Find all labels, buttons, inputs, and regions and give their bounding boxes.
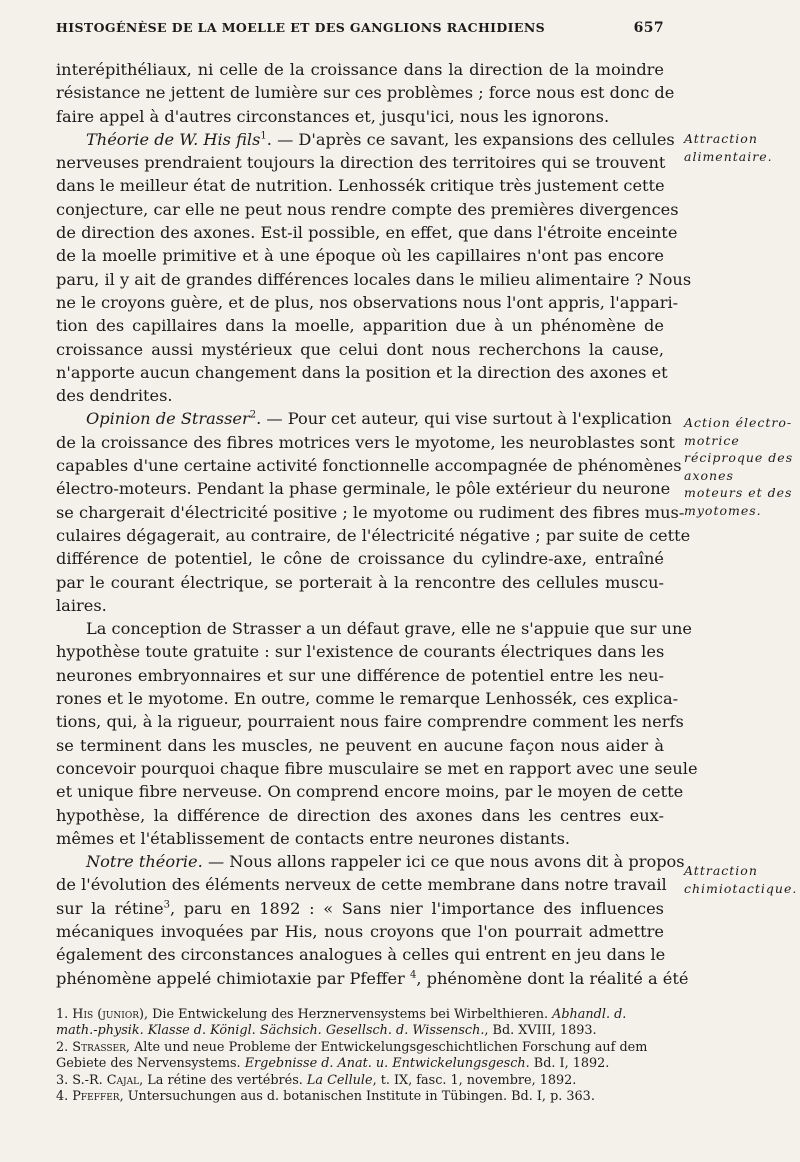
text-line-strasser: Opinion de Strasser$^2$. — Pour cet auteur, qui vise surtout à l'explication [86,409,672,429]
text-line-pfeffer: phénomène appelé chimiotaxie par Pfeffer $^4$, phénomène dont la réalité a été [56,968,689,988]
text-line: culaires dégagerait, au contraire, de l'électricité négative ; par suite de cette [56,525,691,545]
text-line: résistance ne jettent de lumière sur ces problèmes ; force nous est donc de [56,83,675,103]
text-line: de l'évolution des éléments nerveux de cette membrane dans notre travail [56,875,667,895]
footnote-ref-4: 4 [409,969,417,981]
text-line: des dendrites. [56,386,173,406]
footnote-1: 1. His (junior), Die Entwickelung des Herznervensystems bei Wirbelthieren. Abhandl. d. math.-physik. Klasse d. Königl. Sächsich. Gesellsch. d. Wissensch., Bd. XVIII, 1893. [56,1007,627,1039]
text-line: différence de potentiel, le cône de croissance du cylindre-axe, entraîné [56,549,664,569]
text-line: tions, qui, à la rigueur, pourraient nous faire comprendre comment les nerfs [56,712,684,732]
page-number: 657 [633,20,664,36]
text-line: par le courant électrique, se porterait à la rencontre des cellules muscu- [56,572,664,592]
text-line: paru, il y ait de grandes différences locales dans le milieu alimentaire ? Nous [56,269,692,289]
section-lead-strasser: Opinion de Strasser [86,409,250,429]
text-line: ne le croyons guère, et de plus, nos observations nous l'ont appris, l'appari- [56,292,679,312]
text-line: n'apporte aucun changement dans la position et la direction des axones et [56,362,668,382]
margin-note-action-electro-motrice: Action électro-motrice réciproque des axones moteurs et des myotomes. [684,415,794,518]
footnote-ref-1: 1 [260,130,267,142]
text-line: conjecture, car elle ne peut nous rendre compte des premières divergences [56,199,679,219]
footnote-4: 4. Pfeffer, Untersuchungen aus d. botanischen Institute in Tübingen. Bd. I, p. 363. [56,1089,595,1105]
text-line: nerveuses prendraient toujours la direction des territoires qui se trouvent [56,153,666,173]
text-line: interépithéliaux, ni celle de la croissance dans la direction de la moindre [56,60,664,79]
text-line: dans le meilleur état de nutrition. Lenhossék critique très justement cette [56,176,665,196]
text-line: tion des capillaires dans la moelle, apparition due à un phénomène de [56,316,664,336]
footnote-author: His (junior) [72,1007,145,1022]
footnote-author: Pfeffer [72,1089,120,1105]
footnote-ref-3: 3 [163,899,170,911]
text-line: mêmes et l'établissement de contacts entre neurones distants. [56,828,571,848]
running-header [56,20,664,36]
margin-note-attraction-alimentaire: Attraction alimentaire. [684,131,773,164]
text-line: de direction des axones. Est-il possible, en effet, que dans l'étroite enceinte [56,223,678,243]
text-line: rones et le myotome. En outre, comme le remarque Lenhossék, ces explica- [56,689,679,709]
text-line: se chargerait d'électricité positive ; le myotome ou rudiment des fibres mus- [56,502,685,522]
text-line: mécaniques invoquées par His, nous croyons que l'on pourrait admettre [56,921,664,941]
section-lead-notre: Notre théorie. [86,852,203,872]
text-line: se terminent dans les muscles, ne peuvent en aucune façon nous aider à [56,735,664,755]
text-line: laires. [56,595,107,615]
text-line: croissance aussi mystérieux que celui dont nous recherchons la cause, [56,339,664,359]
footnote-ref-2: 2 [249,410,257,422]
text-line: concevoir pourquoi chaque fibre musculaire se met en rapport avec une seule [56,758,698,778]
footnote-author: Strasser [72,1039,126,1055]
text-line: de la croissance des fibres motrices vers le myotome, les neuroblastes sont [56,432,675,452]
text-line-his: Théorie de W. His fils$^1$. — D'après ce savant, les expansions des cellules [86,129,675,149]
text-line-notre: Notre théorie. — Nous allons rappeler ici ce que nous avons dit à propos [86,852,685,872]
text-line: faire appel à d'autres circonstances et, jusqu'ici, nous les ignorons. [56,106,610,126]
footnote-2: 2. Strasser, Alte und neue Probleme der Entwickelungsgeschichtlichen Forschung auf dem Gebiete des Nervensystems. Ergebnisse d. Anat. u. Entwickelungsgesch. Bd. I, 1892. [56,1039,648,1072]
text-line: de la moelle primitive et à une époque où les capillaires n'ont pas encore [56,246,664,266]
body-text [56,58,698,990]
text-line: hypothèse toute gratuite : sur l'existence de courants électriques dans les [56,642,665,662]
text-line: et unique fibre nerveuse. On comprend encore moins, par le moyen de cette [56,782,684,802]
text-line: également des circonstances analogues à celles qui entrent en jeu dans le [56,945,666,965]
text-line: électro-moteurs. Pendant la phase germinale, le pôle extérieur du neurone [56,479,671,499]
text-line-retine: sur la rétine$^3$, paru en 1892 : « Sans nier l'importance des influences [56,898,664,918]
section-lead-his: Théorie de W. His fils [86,129,261,149]
text-line: La conception de Strasser a un défaut grave, elle ne s'appuie que sur une [86,619,692,639]
text-line: hypothèse, la différence de direction des axones dans les centres eux- [56,805,664,825]
footnote-author: S.-R. Cajal [72,1072,140,1088]
footnotes [56,1007,664,1105]
running-title: HISTOGÉNÈSE DE LA MOELLE ET DES GANGLIONS RACHIDIENS [56,20,546,35]
text-line: capables d'une certaine activité fonctionnelle accompagnée de phénomènes [56,456,682,476]
footnote-3: 3. S.-R. Cajal, La rétine des vertébrés. La Cellule, t. IX, fasc. 1, novembre, 1892. [56,1072,577,1088]
margin-note-attraction-chimiotactique: Attraction chimiotactique. [684,863,798,896]
text-line: neurones embryonnaires et sur une différence de potentiel entre les neu- [56,665,664,685]
